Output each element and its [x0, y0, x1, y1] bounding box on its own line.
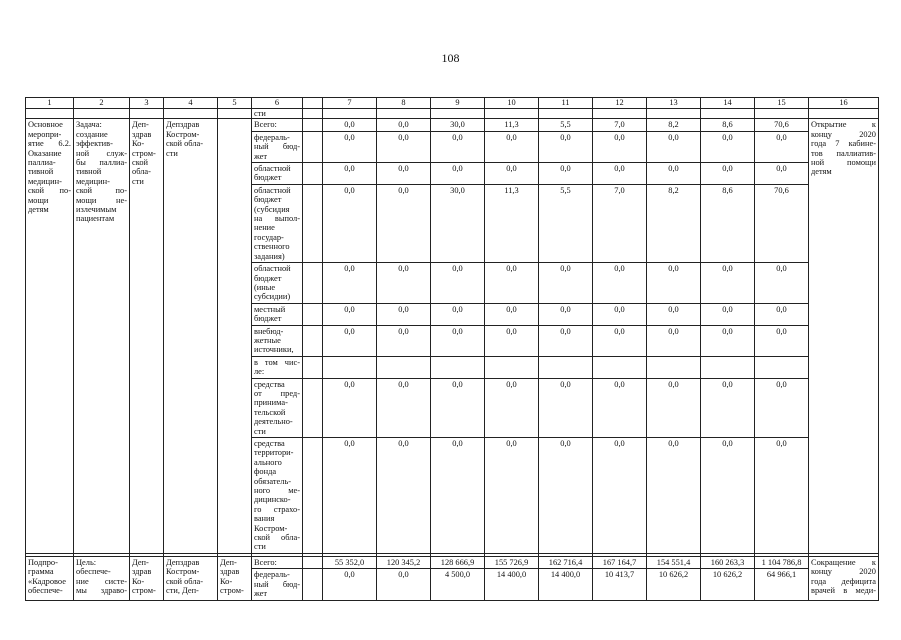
amount-cell: 1 104 786,8	[755, 556, 809, 568]
amount-cell: 0,0	[377, 131, 431, 162]
amount-cell: 55 352,0	[323, 556, 377, 568]
measure-name-line: ской по-	[28, 186, 71, 196]
funding-source-line: обязатель-	[254, 476, 292, 486]
empty-cell	[377, 109, 431, 119]
column-number-header: 16	[809, 98, 879, 109]
funding-source-line: ской обла-	[254, 533, 300, 543]
measure-name-line: Основное	[28, 120, 63, 130]
spacer-cell	[303, 263, 323, 304]
funding-source-line: федераль-	[254, 570, 290, 580]
amount-cell: 0,0	[539, 438, 593, 554]
funding-source-line: фонда	[254, 467, 277, 477]
amount-cell: 11,3	[485, 119, 539, 131]
task-description-line: пациентам	[76, 214, 115, 224]
task-description-line: ной служ-	[76, 148, 127, 158]
amount-cell	[323, 356, 377, 378]
column-number-header: 5	[218, 98, 252, 109]
amount-cell: 0,0	[431, 131, 485, 162]
amount-cell: 0,0	[323, 184, 377, 262]
spacer-cell	[303, 556, 323, 568]
spacer-cell	[303, 184, 323, 262]
amount-cell: 0,0	[755, 163, 809, 185]
funding-source	[252, 438, 303, 554]
column-number-header: 12	[593, 98, 647, 109]
amount-cell: 7,0	[593, 119, 647, 131]
co-executor-line: здрав	[220, 567, 240, 577]
task-description	[74, 119, 130, 553]
co-executor-line: стром-	[220, 586, 244, 596]
amount-cell: 0,0	[431, 263, 485, 304]
amount-cell: 0,0	[539, 163, 593, 185]
header-row	[26, 98, 879, 109]
empty-cell	[303, 109, 323, 119]
task-description-line: тивной	[76, 167, 102, 177]
amount-cell: 0,0	[701, 325, 755, 356]
amount-cell: 10 626,2	[647, 569, 701, 600]
amount-cell: 0,0	[323, 303, 377, 325]
table-row	[26, 119, 879, 131]
responsible-executor-line: ской	[132, 158, 149, 168]
empty-cell	[647, 109, 701, 119]
participant-line: сти	[166, 148, 178, 158]
amount-cell	[377, 356, 431, 378]
amount-cell: 0,0	[377, 263, 431, 304]
measure-name-line: ятие 6.2.	[28, 139, 71, 149]
funding-source-line: сти	[254, 426, 266, 436]
amount-cell: 0,0	[377, 184, 431, 262]
funding-source-line: жет	[254, 151, 268, 161]
funding-source-line: ального	[254, 457, 282, 467]
empty-cell	[26, 109, 74, 119]
amount-cell: 5,5	[539, 119, 593, 131]
responsible-executor-line: стром-	[132, 586, 156, 596]
amount-cell: 0,0	[755, 378, 809, 437]
amount-cell: 7,0	[593, 184, 647, 262]
amount-cell: 14 400,0	[539, 569, 593, 600]
amount-cell: 0,0	[593, 378, 647, 437]
funding-source-line: Всего:	[254, 557, 277, 567]
task-description-line: эффектив-	[76, 139, 113, 149]
measure-name-line: детям	[28, 205, 49, 215]
co-executor-line: Ко-	[220, 576, 233, 586]
column-number-header: 2	[74, 98, 130, 109]
amount-cell: 0,0	[323, 569, 377, 600]
funding-source	[252, 325, 303, 356]
amount-cell: 10 413,7	[593, 569, 647, 600]
task-description-line: Задача:	[76, 120, 102, 130]
participant	[164, 119, 218, 553]
expected-result-line: врачей в меди-	[811, 586, 876, 596]
column-number-header	[303, 98, 323, 109]
participant-line: Костром-	[166, 567, 200, 577]
funding-source-line: средства	[254, 439, 285, 448]
measure-name-line: Подпро-	[28, 557, 58, 567]
responsible-executor-line: здрав	[132, 129, 152, 139]
empty-cell	[164, 109, 218, 119]
funding-source-line: областной	[254, 264, 291, 274]
amount-cell: 0,0	[701, 438, 755, 554]
measure-name-line: «Кадровое	[28, 576, 66, 586]
amount-cell: 0,0	[485, 163, 539, 185]
expected-result-line: ной помощи	[811, 158, 876, 168]
measure-name-line: медицин-	[28, 176, 62, 186]
page-number: 108	[441, 51, 460, 65]
amount-cell	[755, 356, 809, 378]
funding-source	[252, 303, 303, 325]
expected-result	[809, 119, 879, 553]
amount-cell: 14 400,0	[485, 569, 539, 600]
amount-cell: 0,0	[539, 378, 593, 437]
funding-source-line: (субсидия	[254, 204, 290, 214]
amount-cell: 0,0	[485, 438, 539, 554]
column-number-header: 10	[485, 98, 539, 109]
amount-cell	[647, 356, 701, 378]
funding-source-line: бюджет	[254, 314, 282, 324]
amount-cell: 0,0	[647, 378, 701, 437]
amount-cell: 0,0	[377, 438, 431, 554]
funding-source-line: Всего:	[254, 120, 277, 130]
budget-table	[25, 97, 879, 601]
expected-result-line: года дефицита	[811, 576, 876, 586]
amount-cell: 0,0	[431, 325, 485, 356]
responsible-executor-line: Ко-	[132, 576, 145, 586]
amount-cell: 0,0	[431, 303, 485, 325]
amount-cell: 0,0	[701, 378, 755, 437]
task-description-line: мы здраво-	[76, 586, 127, 596]
spacer-cell	[303, 131, 323, 162]
funding-source-line: ле:	[254, 367, 265, 377]
funding-source-line: Костром-	[254, 523, 288, 533]
amount-cell: 0,0	[701, 303, 755, 325]
amount-cell: 0,0	[701, 163, 755, 185]
responsible-executor-line: Деп-	[132, 557, 149, 567]
task-description-line: Цель:	[76, 557, 97, 567]
funding-source-line: федераль-	[254, 132, 290, 142]
funding-source-line: го страхо-	[254, 504, 300, 514]
funding-source-line: вания	[254, 514, 275, 524]
amount-cell: 64 966,1	[755, 569, 809, 600]
amount-cell	[431, 356, 485, 378]
amount-cell: 0,0	[593, 325, 647, 356]
amount-cell: 0,0	[755, 263, 809, 304]
spacer-cell	[303, 569, 323, 600]
measure-name-line: тивной	[28, 167, 54, 177]
spacer-cell	[303, 325, 323, 356]
spacer-cell	[303, 378, 323, 437]
task-description-line: излечимым	[76, 205, 117, 215]
amount-cell: 0,0	[755, 438, 809, 554]
participant	[164, 556, 218, 600]
responsible-executor-line: Деп-	[132, 120, 149, 130]
task-description-line: медицин-	[76, 176, 110, 186]
amount-cell: 0,0	[647, 438, 701, 554]
column-number-header: 6	[252, 98, 303, 109]
spacer-cell	[303, 356, 323, 378]
amount-cell: 0,0	[701, 131, 755, 162]
expected-result-line: детям	[811, 167, 832, 177]
amount-cell: 70,6	[755, 119, 809, 131]
empty-cell	[755, 109, 809, 119]
empty-cell	[809, 109, 879, 119]
participant-line: Костром-	[166, 129, 200, 139]
measure-name	[26, 119, 74, 553]
funding-source-line: деятельно-	[254, 417, 293, 427]
continuation-row	[26, 109, 879, 119]
empty-cell	[74, 109, 130, 119]
amount-cell	[701, 356, 755, 378]
amount-cell: 0,0	[377, 303, 431, 325]
responsible-executor-line: здрав	[132, 567, 152, 577]
amount-cell: 4 500,0	[431, 569, 485, 600]
task-description-line: бы паллиа-	[76, 158, 127, 168]
amount-cell: 120 345,2	[377, 556, 431, 568]
empty-cell	[323, 109, 377, 119]
expected-result-line: тов паллиатив-	[811, 148, 876, 158]
column-number-header: 8	[377, 98, 431, 109]
amount-cell: 0,0	[701, 263, 755, 304]
funding-source	[252, 556, 303, 568]
amount-cell: 30,0	[431, 184, 485, 262]
amount-cell: 0,0	[485, 325, 539, 356]
amount-cell: 0,0	[593, 438, 647, 554]
column-number-header: 11	[539, 98, 593, 109]
funding-source-line: задания)	[254, 251, 285, 261]
task-description-line: обеспече-	[76, 567, 111, 577]
amount-cell: 8,6	[701, 184, 755, 262]
empty-cell	[485, 109, 539, 119]
funding-source-line: ный бюд-	[254, 579, 300, 589]
amount-cell: 30,0	[431, 119, 485, 131]
amount-cell: 0,0	[647, 263, 701, 304]
funding-source-line: бюджет	[254, 195, 282, 205]
funding-source-line: сти	[254, 542, 266, 552]
funding-source	[252, 184, 303, 262]
amount-cell: 0,0	[485, 131, 539, 162]
amount-cell: 0,0	[377, 569, 431, 600]
column-number-header: 13	[647, 98, 701, 109]
amount-cell: 0,0	[593, 303, 647, 325]
column-number-header: 1	[26, 98, 74, 109]
amount-cell: 0,0	[755, 325, 809, 356]
participant-line: ской обла-	[166, 139, 204, 149]
column-number-header: 9	[431, 98, 485, 109]
funding-source	[252, 263, 303, 304]
amount-cell: 0,0	[485, 303, 539, 325]
funding-source-line: субсидии)	[254, 292, 291, 302]
amount-cell: 160 263,3	[701, 556, 755, 568]
amount-cell: 0,0	[431, 378, 485, 437]
amount-cell: 8,6	[701, 119, 755, 131]
amount-cell	[593, 356, 647, 378]
amount-cell: 155 726,9	[485, 556, 539, 568]
amount-cell: 8,2	[647, 184, 701, 262]
funding-source-line: территори-	[254, 448, 294, 458]
funding-source-line: государ-	[254, 232, 284, 242]
amount-cell: 0,0	[323, 119, 377, 131]
expected-result	[809, 556, 879, 600]
amount-cell: 0,0	[323, 163, 377, 185]
funding-source	[252, 119, 303, 131]
amount-cell: 0,0	[431, 438, 485, 554]
amount-cell: 0,0	[593, 131, 647, 162]
amount-cell: 0,0	[539, 325, 593, 356]
funding-source-line: в том чис-	[254, 357, 300, 367]
responsible-executor-line: сти	[132, 176, 144, 186]
task-description-line: создание	[76, 129, 108, 139]
amount-cell: 0,0	[539, 303, 593, 325]
spacer-cell	[303, 163, 323, 185]
empty-cell	[431, 109, 485, 119]
measure-name-line: меропри-	[28, 129, 62, 139]
responsible-executor-line: Ко-	[132, 139, 145, 149]
amount-cell: 0,0	[755, 131, 809, 162]
amount-cell: 0,0	[647, 325, 701, 356]
table-row	[26, 556, 879, 568]
funding-source	[252, 569, 303, 600]
empty-cell	[593, 109, 647, 119]
column-number-header: 15	[755, 98, 809, 109]
amount-cell: 0,0	[323, 325, 377, 356]
spacer-cell	[303, 119, 323, 131]
funding-source	[252, 356, 303, 378]
funding-source-line: бюджет	[254, 273, 282, 283]
amount-cell	[539, 356, 593, 378]
amount-cell: 154 551,4	[647, 556, 701, 568]
amount-cell: 0,0	[647, 163, 701, 185]
amount-cell: 10 626,2	[701, 569, 755, 600]
column-number-header: 4	[164, 98, 218, 109]
co-executor	[218, 556, 252, 600]
amount-cell: 0,0	[431, 163, 485, 185]
funding-source-line: ственного	[254, 242, 290, 252]
funding-source-line: бюджет	[254, 173, 282, 183]
expected-result-line: Открытие к	[811, 120, 876, 130]
funding-source-line: от пред-	[254, 388, 300, 398]
funding-source-line: тельской	[254, 407, 286, 417]
amount-cell: 0,0	[485, 263, 539, 304]
responsible-executor-line: обла-	[132, 167, 151, 177]
participant-line: Депздрав	[166, 120, 200, 130]
funding-source-line: принима-	[254, 398, 288, 408]
amount-cell: 70,6	[755, 184, 809, 262]
expected-result-line: концу 2020	[811, 567, 876, 577]
column-number-header: 3	[130, 98, 164, 109]
responsible-executor-line: стром-	[132, 148, 156, 158]
funding-source-line: ный бюд-	[254, 142, 300, 152]
funding-source-line: (иные	[254, 282, 276, 292]
empty-cell	[701, 109, 755, 119]
column-number-header: 14	[701, 98, 755, 109]
amount-cell: 0,0	[647, 131, 701, 162]
funding-source-line: источники,	[254, 345, 294, 355]
funding-source-line: областной	[254, 164, 291, 174]
measure-name-line: мощи	[28, 195, 49, 205]
participant-line: сти, Деп-	[166, 586, 199, 596]
amount-cell: 0,0	[377, 119, 431, 131]
empty-cell	[130, 109, 164, 119]
amount-cell: 0,0	[485, 378, 539, 437]
measure-name	[26, 556, 74, 600]
measure-name-line: паллиа-	[28, 158, 56, 168]
task-description	[74, 556, 130, 600]
empty-cell	[218, 119, 252, 553]
amount-cell: 0,0	[377, 325, 431, 356]
continuation-text: сти	[252, 109, 303, 119]
amount-cell: 11,3	[485, 184, 539, 262]
amount-cell: 0,0	[377, 378, 431, 437]
spacer-cell	[303, 303, 323, 325]
participant-line: Депздрав	[166, 557, 200, 567]
measure-name-line: обеспече-	[28, 586, 63, 596]
amount-cell: 0,0	[539, 263, 593, 304]
amount-cell: 128 666,9	[431, 556, 485, 568]
amount-cell: 0,0	[647, 303, 701, 325]
expected-result-line: концу 2020	[811, 129, 876, 139]
funding-source-line: дицинско-	[254, 495, 291, 505]
empty-cell	[218, 109, 252, 119]
amount-cell: 0,0	[377, 163, 431, 185]
amount-cell: 0,0	[323, 378, 377, 437]
spacer-cell	[303, 438, 323, 554]
funding-source-line: средства	[254, 379, 285, 389]
expected-result-line: года 7 кабине-	[811, 139, 876, 149]
amount-cell: 0,0	[755, 303, 809, 325]
task-description-line: ние систе-	[76, 576, 127, 586]
amount-cell: 162 716,4	[539, 556, 593, 568]
co-executor-line: Деп-	[220, 557, 237, 567]
funding-source-line: областной	[254, 185, 291, 195]
funding-source-line: ного ме-	[254, 486, 300, 496]
funding-source-line: на выпол-	[254, 214, 300, 224]
amount-cell: 0,0	[323, 131, 377, 162]
funding-source	[252, 378, 303, 437]
amount-cell: 8,2	[647, 119, 701, 131]
amount-cell: 5,5	[539, 184, 593, 262]
amount-cell: 0,0	[593, 263, 647, 304]
funding-source-line: внебюд-	[254, 326, 284, 336]
participant-line: ской обла-	[166, 576, 204, 586]
responsible-executor	[130, 556, 164, 600]
responsible-executor	[130, 119, 164, 553]
task-description-line: мощи не-	[76, 195, 127, 205]
amount-cell: 0,0	[323, 263, 377, 304]
funding-source-line: местный	[254, 304, 286, 314]
funding-source-line: жетные	[254, 335, 281, 345]
amount-cell: 0,0	[539, 131, 593, 162]
expected-result-line: Сокращение к	[811, 557, 876, 567]
funding-source	[252, 131, 303, 162]
measure-name-line: Оказание	[28, 148, 62, 158]
amount-cell: 167 164,7	[593, 556, 647, 568]
measure-name-line: грамма	[28, 567, 54, 577]
amount-cell: 0,0	[323, 438, 377, 554]
funding-source-line: нение	[254, 223, 275, 233]
funding-source-line: жет	[254, 589, 268, 599]
empty-cell	[539, 109, 593, 119]
task-description-line: ской по-	[76, 186, 127, 196]
funding-source	[252, 163, 303, 185]
amount-cell: 0,0	[593, 163, 647, 185]
column-number-header: 7	[323, 98, 377, 109]
amount-cell	[485, 356, 539, 378]
